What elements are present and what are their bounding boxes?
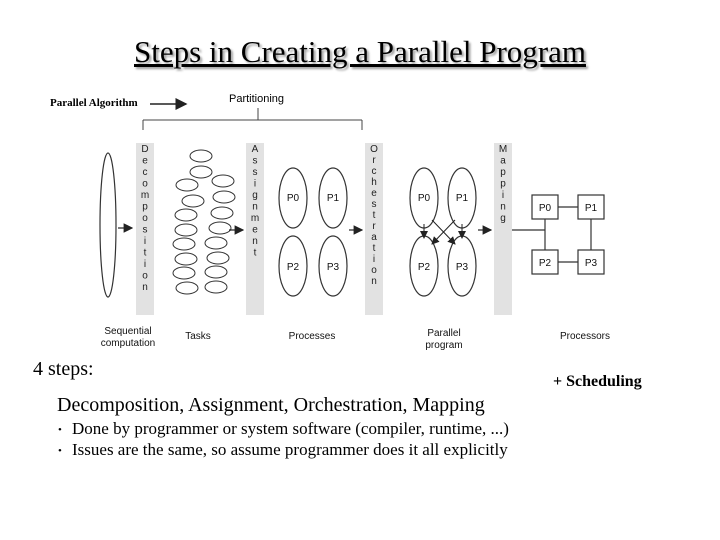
orchestration-bar-letter: a [371, 232, 377, 243]
assignment-bar-letter: n [252, 201, 258, 213]
processors-label: Processors [559, 331, 611, 342]
task-oval [175, 209, 197, 221]
scheduling-note: + Scheduling [553, 373, 642, 390]
task-ovals [173, 150, 235, 294]
process-label-p3: P3 [326, 262, 340, 273]
processes-label: Processes [288, 331, 336, 342]
orchestration-bar-letter: r [372, 221, 376, 232]
decomposition-bar-letter: o [142, 178, 148, 190]
assignment-bar-letter: e [252, 224, 258, 236]
assignment-bar-letter: g [252, 190, 258, 201]
decomposition-bar-letter: t [143, 247, 147, 259]
assignment-bar-letter: s [252, 167, 258, 178]
processor-label-p2: P2 [538, 258, 552, 269]
task-oval [207, 252, 229, 264]
task-oval [213, 191, 235, 203]
orchestration-bar-letter: c [371, 166, 377, 177]
tasks-label: Tasks [185, 331, 211, 342]
decomposition-bar-letter: n [142, 282, 148, 293]
decomposition-bar-letter: o [142, 270, 148, 282]
orchestration-bar-letter: i [372, 254, 376, 265]
task-oval [190, 150, 212, 162]
orchestration-bar-letter: e [371, 188, 377, 199]
processor-label-p0: P0 [538, 203, 552, 214]
bullet-dot: • [58, 445, 62, 458]
parallel-program-label-line2: program [425, 340, 463, 351]
assignment-bar-letter: m [250, 213, 260, 224]
orchestration-bar-letter: s [371, 199, 377, 210]
process-label-p0: P0 [286, 193, 300, 204]
steps-list: Decomposition, Assignment, Orchestration, Mapping [57, 394, 485, 416]
task-oval [173, 267, 195, 279]
assignment-bar-letter: A [251, 144, 259, 155]
task-oval [173, 238, 195, 250]
task-oval [205, 281, 227, 293]
processor-label-p1: P1 [584, 203, 598, 214]
program-label-p3: P3 [455, 262, 469, 273]
task-oval [176, 179, 198, 191]
bullet-item [58, 419, 509, 439]
orchestration-bar-letter: h [371, 177, 377, 188]
orchestration-bar-letter: O [370, 144, 378, 155]
task-oval [209, 222, 231, 234]
orchestration-bar-letter: o [371, 265, 377, 276]
task-oval [190, 166, 212, 178]
sequential-label-line1: Sequential [104, 326, 152, 337]
assignment-bar-letter: i [253, 178, 257, 190]
program-label-p0: P0 [417, 193, 431, 204]
orchestration-bar-letter: t [372, 243, 376, 254]
decomposition-bar-letter: m [140, 190, 150, 201]
bullet-text: Done by programmer or system software (compiler, runtime, ...) [72, 419, 509, 438]
task-oval [212, 175, 234, 187]
assignment-bar-letter: n [252, 236, 258, 247]
decomposition-bar-letter: o [142, 213, 148, 224]
task-oval [175, 224, 197, 236]
processor-label-p3: P3 [584, 258, 598, 269]
decomposition-bar-letter: D [141, 144, 149, 155]
parallel-program-label-line1: Parallel [427, 328, 461, 339]
task-oval [205, 237, 227, 249]
process-label-p1: P1 [326, 193, 340, 204]
decomposition-bar-letter: i [143, 259, 147, 270]
sequential-computation-oval [100, 153, 116, 297]
mapping-bar-letter: M [498, 144, 508, 155]
assignment-bar-letter: t [253, 247, 257, 259]
parallel-algorithm-label: Parallel Algorithm [50, 97, 138, 109]
mapping-bar-letter: p [500, 167, 506, 178]
decomposition-bar-letter: i [143, 236, 147, 247]
sequential-label-line2: computation [100, 338, 156, 349]
decomposition-bar-letter: s [142, 224, 148, 236]
task-oval [175, 253, 197, 265]
assignment-bar-letter: s [252, 155, 258, 167]
orchestration-bar-letter: r [372, 155, 376, 166]
partitioning-label: Partitioning [229, 93, 285, 105]
task-oval [182, 195, 204, 207]
decomposition-bar-letter: e [142, 155, 148, 167]
bullet-item [58, 440, 508, 460]
mapping-bar-letter: g [500, 213, 506, 224]
mapping-bar-letter: n [500, 201, 506, 213]
task-oval [205, 266, 227, 278]
program-label-p2: P2 [417, 262, 431, 273]
decomposition-bar-letter: c [142, 167, 148, 178]
orchestration-bar-letter: n [371, 276, 377, 287]
process-label-p2: P2 [286, 262, 300, 273]
mapping-bar-letter: a [500, 155, 506, 167]
mapping-bar-letter: i [501, 190, 505, 201]
steps-heading: 4 steps: [33, 358, 94, 380]
task-oval [176, 282, 198, 294]
task-oval [211, 207, 233, 219]
decomposition-bar-letter: p [142, 201, 148, 213]
bullet-dot: • [58, 424, 62, 437]
orchestration-bar-letter: t [372, 210, 376, 221]
bullet-text: Issues are the same, so assume programmer does it all explicitly [72, 440, 508, 459]
page-title: Steps in Creating a Parallel Program [134, 34, 586, 69]
mapping-bar-letter: p [500, 178, 506, 190]
program-label-p1: P1 [455, 193, 469, 204]
